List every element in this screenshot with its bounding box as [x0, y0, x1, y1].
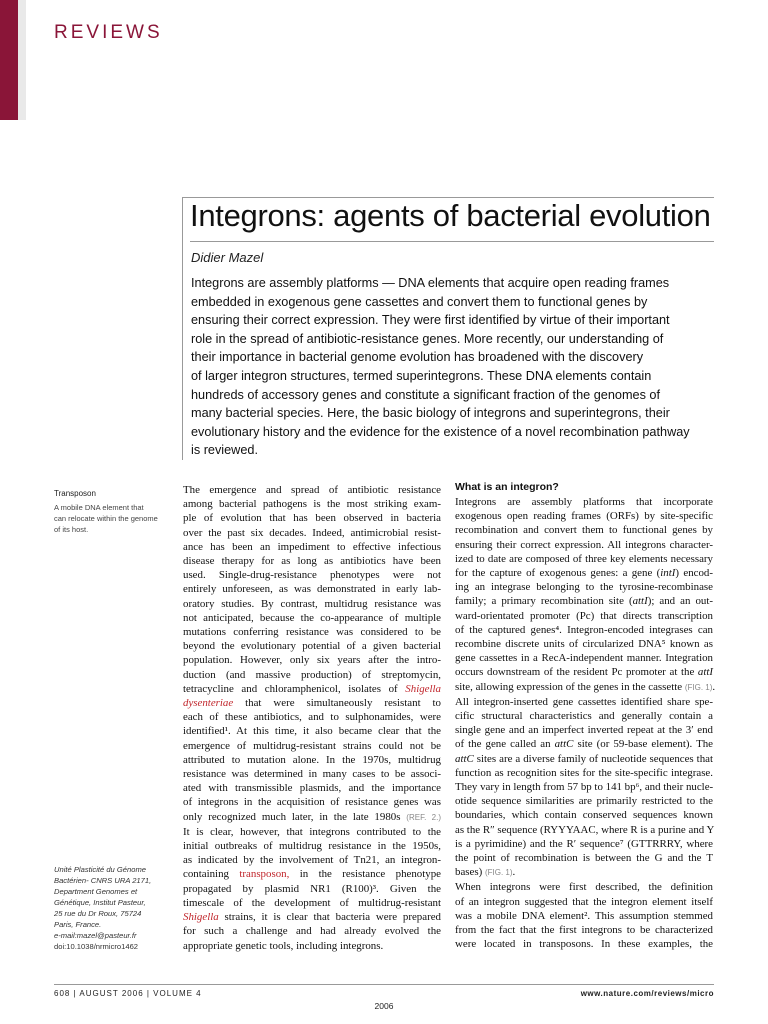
affiliation-line: Paris, France. — [54, 920, 102, 929]
body-line: ized to date are composed of three key elements necessary — [455, 552, 713, 565]
body-line: otide sequence similarities are primarily restricted to the — [455, 795, 713, 808]
body-line: All integron-inserted gene cassettes identified share spe- — [455, 695, 713, 708]
section-label: REVIEWS — [54, 22, 163, 43]
body-line: resistance was determined in many cases to be associ- — [183, 768, 441, 781]
body-line: from the fact that the first integrons to be characterized — [455, 924, 713, 937]
section-heading: What is an integron? — [455, 481, 559, 493]
title-rule — [190, 241, 714, 242]
footer-url: www.nature.com/reviews/micro — [580, 989, 714, 998]
abstract-line: role in the spread of antibiotic-resistance genes. More recently, our understanding of — [191, 331, 664, 346]
body-line: occurs downstream of the resident Pc promoter at the attI — [455, 666, 713, 679]
body-line: recombination and convert them to functional genes by — [455, 524, 713, 537]
body-line: family; a primary recombination site (attI); and an out- — [455, 595, 713, 608]
doi[interactable]: doi:10.1038/nrmicro1462 — [54, 942, 139, 951]
body-column-right — [455, 495, 716, 952]
body-line: Shigella strains, it is clear that bacteria were prepared — [183, 911, 441, 924]
section-color-bar — [0, 0, 18, 120]
body-line: dysenteriae that were simultaneously resistant to — [183, 697, 441, 710]
body-line: entirely unforeseen, as was demonstrated in early lab- — [183, 583, 441, 596]
body-line: beyond the evolutionary potential of a given bacterial — [183, 640, 441, 653]
abstract — [191, 274, 715, 460]
body-line: mutations conferring resistance was considered to be — [183, 626, 441, 639]
footer-page-info: 608 | AUGUST 2006 | VOLUME 4 — [54, 989, 202, 998]
affiliation-line: Bactérien- CNRS URA 2171, — [54, 876, 152, 885]
body-line: as indicated by the involvement of Tn21, an integron- — [183, 854, 441, 867]
body-line: propagated by plasmid NR1 (R100)³. Given the — [183, 882, 441, 895]
body-line: initial outbreaks of multidrug resistance in the 1950s, — [183, 840, 441, 853]
abstract-line: their importance in bacterial genome evolution has broadened with the discovery — [191, 350, 644, 365]
body-line: single gene and an imperfect inverted repeat at the 3′ end — [455, 724, 713, 737]
body-line: not anticipated, because the co-appearance of multiple — [183, 611, 441, 624]
body-line: site, allowing expression of the genes in the cassette (FIG. 1). — [455, 680, 716, 693]
body-line: ensuring their correct expression. All integrons character- — [455, 538, 713, 551]
abstract-line: is reviewed. — [191, 443, 258, 458]
body-line: as the R″ sequence (RYYYAAC, where R is a purine and Y — [455, 823, 715, 836]
body-line: It is clear, however, that integrons contributed to the — [183, 825, 441, 838]
abstract-line: evolutionary history and the evidence for the existence of a novel recombination pathway — [191, 424, 690, 439]
sidenote-line: can relocate within the genome — [54, 514, 158, 523]
body-line: containing transposon, in the resistance phenotype — [183, 868, 442, 881]
body-line: ward-orientated promoter (Pc) that directs transcription — [455, 609, 713, 622]
body-line: was a mobile DNA element². This assumption stemmed — [455, 909, 713, 922]
body-line: for the capture of exogenous genes: a gene (intI) encod- — [455, 567, 713, 580]
body-line: cific structural characteristics and generally contain a — [455, 710, 713, 723]
abstract-line: Integrons are assembly platforms — DNA elements that acquire open reading frames — [191, 276, 670, 290]
body-line: among bacterial pathogens is the most striking exam- — [183, 498, 441, 511]
affiliation-line: Génétique, Institut Pasteur, — [54, 898, 146, 907]
title-left-rule — [182, 197, 183, 460]
body-line: gene cassettes in a RecA-independent manner. Integration — [455, 652, 713, 665]
body-line: oratory studies. By contrast, multidrug resistance was — [183, 597, 441, 610]
abstract-line: embedded in exogenous gene cassettes and convert them to functional genes by — [191, 294, 648, 309]
body-line: duction (and massive production) of streptomycin, — [183, 668, 441, 681]
body-line: function as recognition sites for the site-specific integrase. — [455, 766, 713, 779]
body-line: used. Single-drug-resistance phenotypes were not — [183, 569, 441, 582]
body-line: is a pyrimidine) and the R′ sequence⁷ (GTTRRRY, where — [455, 837, 713, 850]
footer-rule — [54, 984, 714, 985]
body-line: The emergence and spread of antibiotic resistance — [183, 484, 441, 496]
body-line: ing an integrase belonging to the tyrosine-recombinase — [455, 581, 713, 594]
section-shade-bar — [18, 0, 26, 120]
page-year: 2006 — [374, 1001, 394, 1011]
body-line: Integrons are assembly platforms that incorporate — [455, 496, 713, 508]
affiliation-line[interactable]: e-mail:mazel@pasteur.fr — [54, 931, 137, 940]
body-line: of integrons in the acquisition of resistance genes was — [183, 796, 441, 809]
affiliation-line: Unité Plasticité du Génome — [54, 865, 147, 874]
body-line: exogenous open reading frames (ORFs) by site-specific — [455, 510, 713, 523]
body-line: attributed to mutation alone. In the 1970s, multidrug — [183, 753, 441, 766]
abstract-line: many bacterial species. Here, the basic biology of integrons and superintegrons, their — [191, 406, 670, 421]
body-line: bases) (FIG. 1). — [455, 866, 516, 879]
author-affiliation — [54, 864, 179, 952]
body-line: boundaries, which contain conserved sequences known — [455, 809, 713, 822]
author-name: Didier Mazel — [191, 250, 264, 265]
body-line: identified¹. At this time, it also became clear that the — [183, 725, 441, 738]
abstract-line: hundreds of accessory genes and constitute a significant fraction of the genomes of — [191, 387, 661, 402]
article-title: Integrons: agents of bacterial evolution — [190, 198, 711, 233]
affiliation-line: Department Genomes et — [54, 887, 138, 896]
body-line: were located in transposons. In these examples, the — [455, 938, 713, 951]
body-line: over the past six decades. Indeed, antimicrobial resist- — [183, 526, 441, 539]
body-line: population. However, only six years after the intro- — [183, 654, 441, 667]
body-line: disease therapy for as long as antibiotics have been — [183, 555, 441, 568]
affiliation-line: 25 rue du Dr Roux, 75724 — [54, 909, 142, 918]
body-column-left — [183, 483, 441, 953]
body-line: recombine discrete units of circularized DNA⁵ known as — [455, 638, 713, 651]
sidenote-term: Transposon — [54, 489, 96, 498]
sidenote-line: of its host. — [54, 525, 89, 534]
body-line: tetracycline and chloramphenicol, isolates of Shigella — [183, 682, 441, 695]
body-line: ple of evolution that has been observed in bacteria — [183, 512, 441, 525]
body-line: emergence of multidrug-resistant strains could not be — [183, 739, 441, 752]
abstract-line: of larger integron structures, termed superintegrons. These DNA elements contain — [191, 368, 652, 383]
body-line: of the gene called an attC site (or 59-base element). The — [455, 738, 714, 751]
body-line: ance has been an impediment to effective infectious — [183, 540, 441, 553]
body-line: for such a challenge and had already evolved the — [183, 925, 441, 938]
body-line: ated with transmissible plasmids, and the importance — [183, 782, 441, 795]
body-line: the point of recombination is between the G and the T — [455, 852, 713, 865]
body-line: of the captured genes⁴. Integron-encoded integrases can — [455, 623, 713, 636]
body-line: only recognized much later, in the late 1980s (REF. 2.) — [183, 810, 441, 823]
body-line: of an integron suggested that the integron element itself — [455, 895, 713, 908]
body-line: They vary in length from 57 bp to 141 bp⁶, and their nucle- — [455, 781, 714, 794]
body-line: appropriate genetic tools, including integrons. — [183, 939, 384, 952]
sidenote-definition — [54, 502, 174, 535]
body-line: When integrons were first described, the definition — [455, 881, 713, 894]
sidenote-line: A mobile DNA element that — [54, 503, 144, 512]
body-line: timescale of the development of multidrug-resistant — [183, 896, 441, 909]
body-line: each of these antibiotics, and to sulphonamides, were — [183, 711, 441, 724]
body-line: attC sites are a diverse family of nucleotide sequences that — [455, 752, 713, 765]
abstract-line: ensuring their correct expression. They were first identified by virtue of their important — [191, 313, 670, 328]
